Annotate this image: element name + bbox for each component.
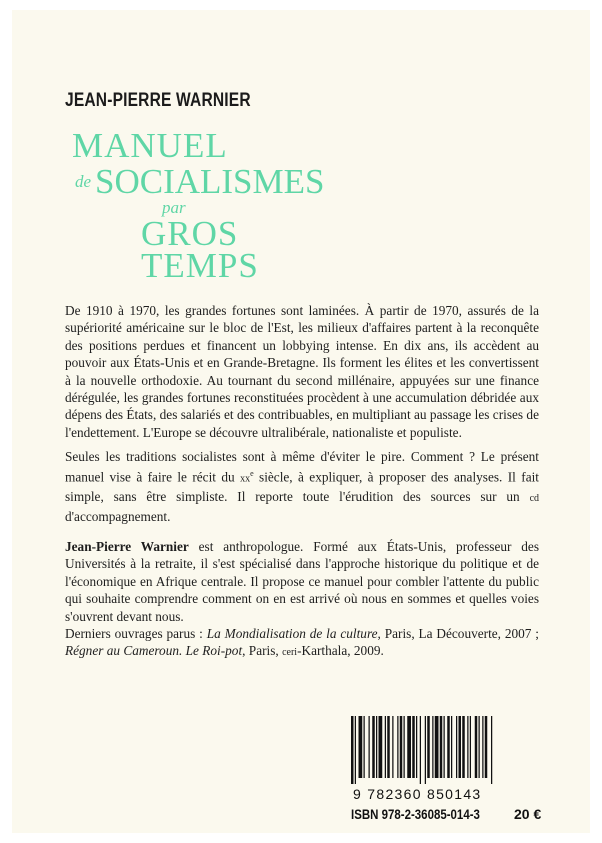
barcode-bar xyxy=(355,716,356,784)
summary-paragraph-1: De 1910 à 1970, les grandes fortunes sont laminées. À partir de 1970, assurés de la supériorité américaine sur le bloc de l'Est, les milieux d'affaires partent à la reconquête des positions perdues et financent un lobbying intense. En dix ans, ils accèdent au pouvoir aux États-Unis et en Grande-Bretagne. Ils forment les élites et les convertissent à la nouvelle orthodoxie. Au tournant du second millénaire, appuyées sur une finance dérégulée, les grandes fortunes reconstituées procèdent à une accumulation débridée aux dépens des États, des salariés et des contribuables, en multipliant au passage les crises de l'endettement. L'Europe se découvre ultralibérale, nationaliste et populiste. xyxy=(65,303,539,440)
barcode-bar xyxy=(369,716,370,778)
barcode-bar xyxy=(351,716,354,784)
barcode xyxy=(351,716,538,784)
barcode-bar xyxy=(385,716,386,778)
title-line-gros: GROS xyxy=(141,214,239,253)
barcode-bar xyxy=(425,716,426,784)
barcode-bar xyxy=(379,716,383,778)
title-line-socialismes: SOCIALISMES xyxy=(95,162,325,201)
barcode-bar xyxy=(372,716,375,778)
barcode-bar xyxy=(482,716,483,778)
summary-paragraph-2: Seules les traditions socialistes sont à même d'éviter le pire. Comment ? Le présent manuel vise à faire le récit du $xx^e$ siècle, à expliquer, à proposer des analyses. Il fait simple, sans être simpliste. Il reporte toute l'érudition des sources sur un cd d'accompagnement. xyxy=(65,449,540,524)
work-title: La Mondialisation de la culture xyxy=(206,626,378,642)
barcode-bar xyxy=(404,716,405,778)
barcode-bar xyxy=(459,716,462,778)
barcode-bar xyxy=(467,716,468,778)
barcode-bar xyxy=(392,716,393,778)
barcode-bar xyxy=(479,716,480,778)
barcode-bar xyxy=(475,716,478,778)
title-line-manuel: MANUEL xyxy=(72,126,228,165)
barcode-bar xyxy=(412,716,415,778)
barcode-bar xyxy=(359,716,363,778)
isbn-number: ISBN 978-2-36085-014-3 xyxy=(351,806,480,822)
barcode-bar xyxy=(387,716,390,778)
barcode-bar xyxy=(435,716,439,778)
barcode-bar xyxy=(444,716,445,778)
barcode-bar xyxy=(427,716,430,778)
barcode-bar xyxy=(447,716,450,778)
barcode-bar xyxy=(440,716,443,778)
barcode-bar xyxy=(364,716,365,778)
barcode-bar xyxy=(456,716,457,778)
barcode-bar xyxy=(432,716,433,778)
bio-author-name: Jean-Pierre Warnier xyxy=(65,539,189,554)
title-line-temps: TEMPS xyxy=(141,246,259,285)
barcode-bar xyxy=(397,716,398,778)
barcode-bar xyxy=(451,716,452,778)
barcode-bar xyxy=(470,716,471,778)
barcode-bar xyxy=(376,716,377,778)
barcode-bar xyxy=(420,716,421,784)
barcode-bar xyxy=(462,716,465,778)
barcode-digits: 9 782360 850143 xyxy=(353,786,482,802)
work-title: Régner au Cameroun. Le Roi-pot xyxy=(65,643,243,659)
barcode-bar xyxy=(407,716,411,778)
author-header: JEAN-PIERRE WARNIER xyxy=(65,90,251,111)
price: 20 € xyxy=(514,806,542,822)
barcode-bar xyxy=(400,716,403,778)
author-bio: Jean-Pierre Warnier est anthropologue. Formé aux États-Unis, professeur des Universités à la retraite, il s'est spécialisé dans l'approche historique du politique et de l'économique en Afrique centrale. Il propose ce manuel pour combler l'attente du public qui souhaite comprendre comment on en est arrivé où nous en sommes et quelles voies s'ouvrent devant nous. Derniers ouvrages parus : La Mondialisation de la culture, Paris, La Découverte, 2007 ; Régner au Cameroun. Le Roi-pot, Paris, ceri-Karthala, 2009. xyxy=(65,539,540,659)
barcode-bar xyxy=(491,716,492,784)
barcode-bar xyxy=(416,716,417,778)
barcode-bar xyxy=(485,716,488,778)
back-cover xyxy=(12,10,590,833)
title-word-de: de xyxy=(75,172,92,191)
title-word-par: par xyxy=(162,198,186,217)
